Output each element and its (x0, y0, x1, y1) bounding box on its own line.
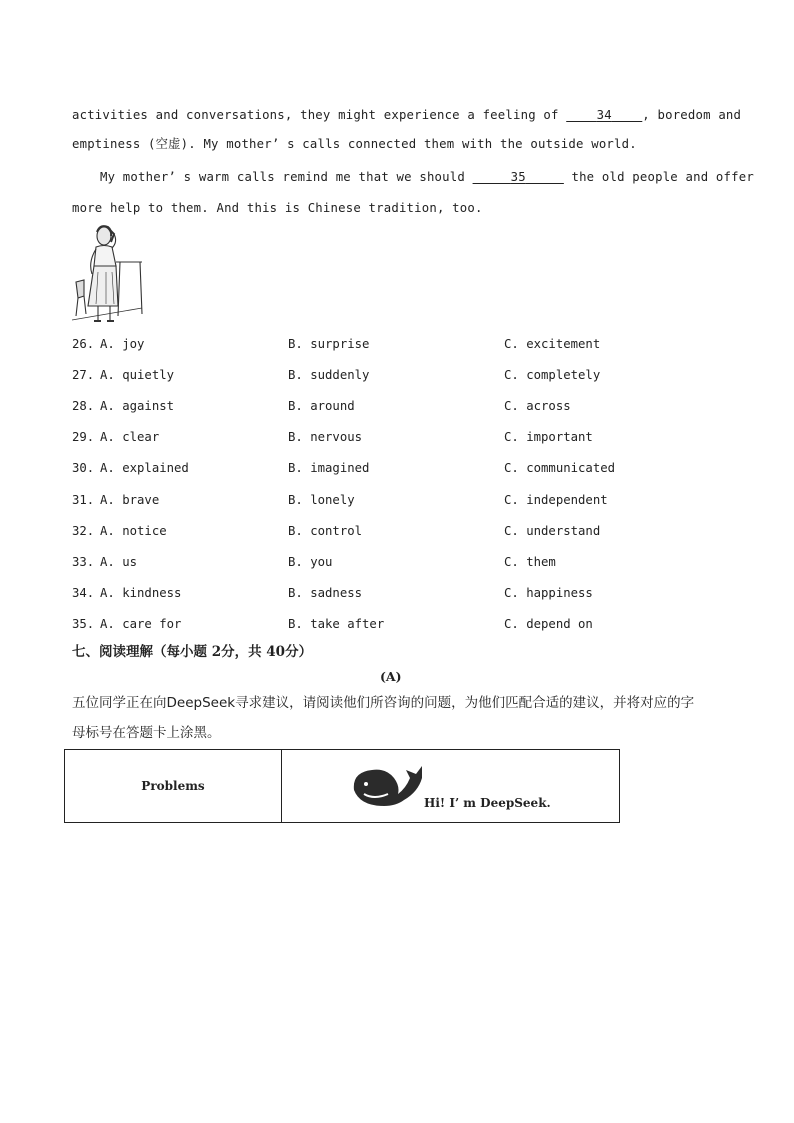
option-row-33 (72, 554, 712, 570)
option-row-34 (72, 585, 712, 601)
passage-line-4: more help to them. And this is Chinese tradition, too. (72, 201, 483, 215)
option-row-30 (72, 460, 712, 476)
option-c: C. completely (504, 368, 601, 382)
question-number: 31. (72, 493, 95, 507)
option-a: A. quietly (100, 368, 175, 382)
blank-34: 34 (596, 108, 612, 122)
instruction-line-1: 五位同学正在向DeepSeek寻求建议，请阅读他们所咨询的问题，为他们匹配合适的建议，并将对应的字 (72, 695, 695, 711)
question-number: 32. (72, 524, 95, 538)
problems-table (64, 749, 620, 823)
question-number: 28. (72, 399, 95, 413)
problems-header: Problems (141, 779, 205, 793)
option-a: A. brave (100, 493, 160, 507)
deepseek-greeting: Hi! I’ m DeepSeek. (424, 796, 551, 810)
option-row-35 (72, 616, 712, 632)
option-c: C. important (504, 430, 593, 444)
option-a: A. us (100, 555, 138, 569)
option-row-32 (72, 523, 712, 539)
option-b: B. around (288, 399, 355, 413)
option-c: C. excitement (504, 337, 601, 351)
question-number: 26. (72, 337, 95, 351)
option-c: C. communicated (504, 461, 616, 475)
question-number: 30. (72, 461, 95, 475)
option-b: B. control (288, 524, 363, 538)
passage-line-3 (100, 169, 754, 185)
option-b: B. surprise (288, 337, 370, 351)
option-c: C. independent (504, 493, 608, 507)
option-c: C. understand (504, 524, 601, 538)
option-a: A. care for (100, 617, 182, 631)
option-c: C. happiness (504, 586, 593, 600)
option-a: A. against (100, 399, 175, 413)
question-number: 29. (72, 430, 95, 444)
passage-text: activities and conversations, they might experience a feeling of (72, 108, 567, 122)
option-b: B. lonely (288, 493, 355, 507)
option-b: B. take after (288, 617, 385, 631)
table-divider (281, 750, 282, 822)
option-row-31 (72, 492, 712, 508)
option-c: C. depend on (504, 617, 593, 631)
option-row-29 (72, 429, 712, 445)
option-b: B. imagined (288, 461, 370, 475)
passage-text: the old people and offer (563, 170, 754, 184)
option-b: B. sadness (288, 586, 363, 600)
question-number: 33. (72, 555, 95, 569)
option-c: C. them (504, 555, 556, 569)
option-a: A. clear (100, 430, 160, 444)
deepseek-whale-logo (350, 764, 426, 814)
option-c: C. across (504, 399, 571, 413)
sub-title: (A) (380, 669, 402, 684)
section-title: 七、阅读理解（每小题 2分，共 40分） (72, 644, 313, 660)
option-a: A. joy (100, 337, 145, 351)
option-row-26 (72, 336, 712, 352)
option-a: A. notice (100, 524, 167, 538)
option-row-28 (72, 398, 712, 414)
question-number: 35. (72, 617, 95, 631)
blank-35: 35 (510, 170, 526, 184)
question-number: 34. (72, 586, 95, 600)
option-b: B. you (288, 555, 333, 569)
passage-line-2: emptiness (空虚). My mother’ s calls connected them with the outside world. (72, 137, 637, 151)
option-row-27 (72, 367, 712, 383)
passage-text: , boredom and (642, 108, 742, 122)
option-b: B. nervous (288, 430, 363, 444)
instruction-line-2: 母标号在答题卡上涂黑。 (72, 725, 221, 741)
passage-text: My mother’ s warm calls remind me that we should (100, 170, 473, 184)
passage-line-1 (72, 107, 741, 123)
option-a: A. explained (100, 461, 189, 475)
question-number: 27. (72, 368, 95, 382)
option-b: B. suddenly (288, 368, 370, 382)
woman-on-phone-illustration (70, 222, 144, 326)
option-a: A. kindness (100, 586, 182, 600)
